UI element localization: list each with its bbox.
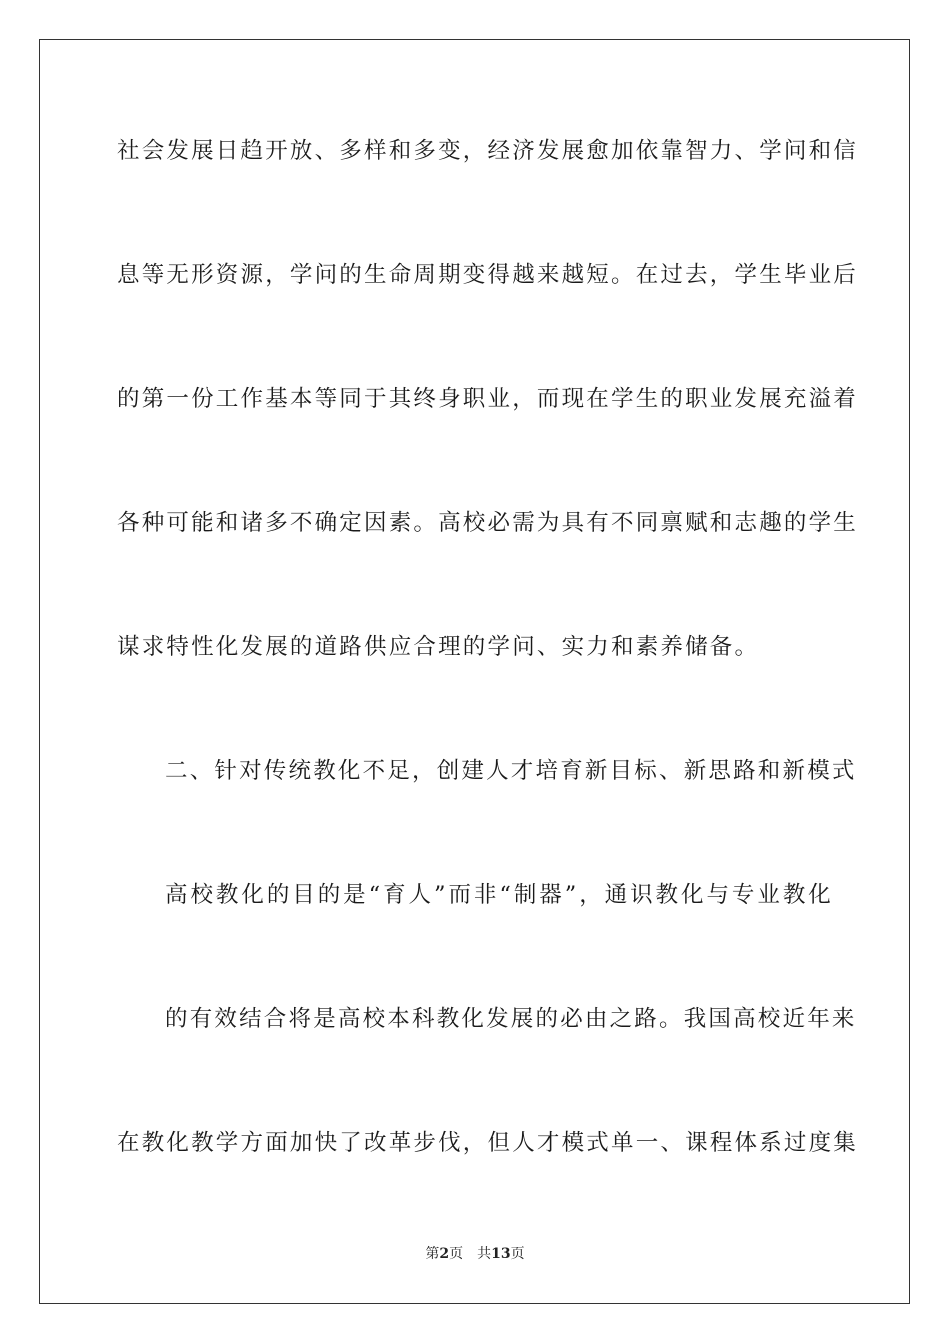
page-number: 2 (439, 1246, 450, 1262)
page-footer (0, 1245, 950, 1263)
paragraph-line: 的第一份工作基本等同于其终身职业，而现在学生的职业发展充溢着 (117, 386, 859, 412)
paragraph-line: 高校教化的目的是“育人”而非“制器”，通识教化与专业教化 (165, 882, 833, 908)
paragraph-line: 息等无形资源，学问的生命周期变得越来越短。在过去，学生毕业后 (117, 262, 859, 288)
page-border (39, 39, 910, 1304)
paragraph-line: 在教化教学方面加快了改革步伐，但人才模式单一、课程体系过度集 (117, 1130, 859, 1156)
total-pages: 13 (491, 1246, 511, 1262)
paragraph-line: 谋求特性化发展的道路供应合理的学问、实力和素养储备。 (117, 634, 760, 660)
page-prefix: 第 (425, 1246, 440, 1262)
paragraph-line: 社会发展日趋开放、多样和多变，经济发展愈加依靠智力、学问和信 (117, 138, 859, 164)
page-suffix: 页 (449, 1246, 464, 1262)
total-prefix: 共 (477, 1246, 492, 1262)
paragraph-line: 的有效结合将是高校本科教化发展的必由之路。我国高校近年来 (165, 1006, 857, 1032)
paragraph-line: 各种可能和诸多不确定因素。高校必需为具有不同禀赋和志趣的学生 (117, 510, 859, 536)
total-suffix: 页 (510, 1246, 525, 1262)
section-heading: 二、针对传统教化不足，创建人才培育新目标、新思路和新模式 (165, 758, 857, 784)
